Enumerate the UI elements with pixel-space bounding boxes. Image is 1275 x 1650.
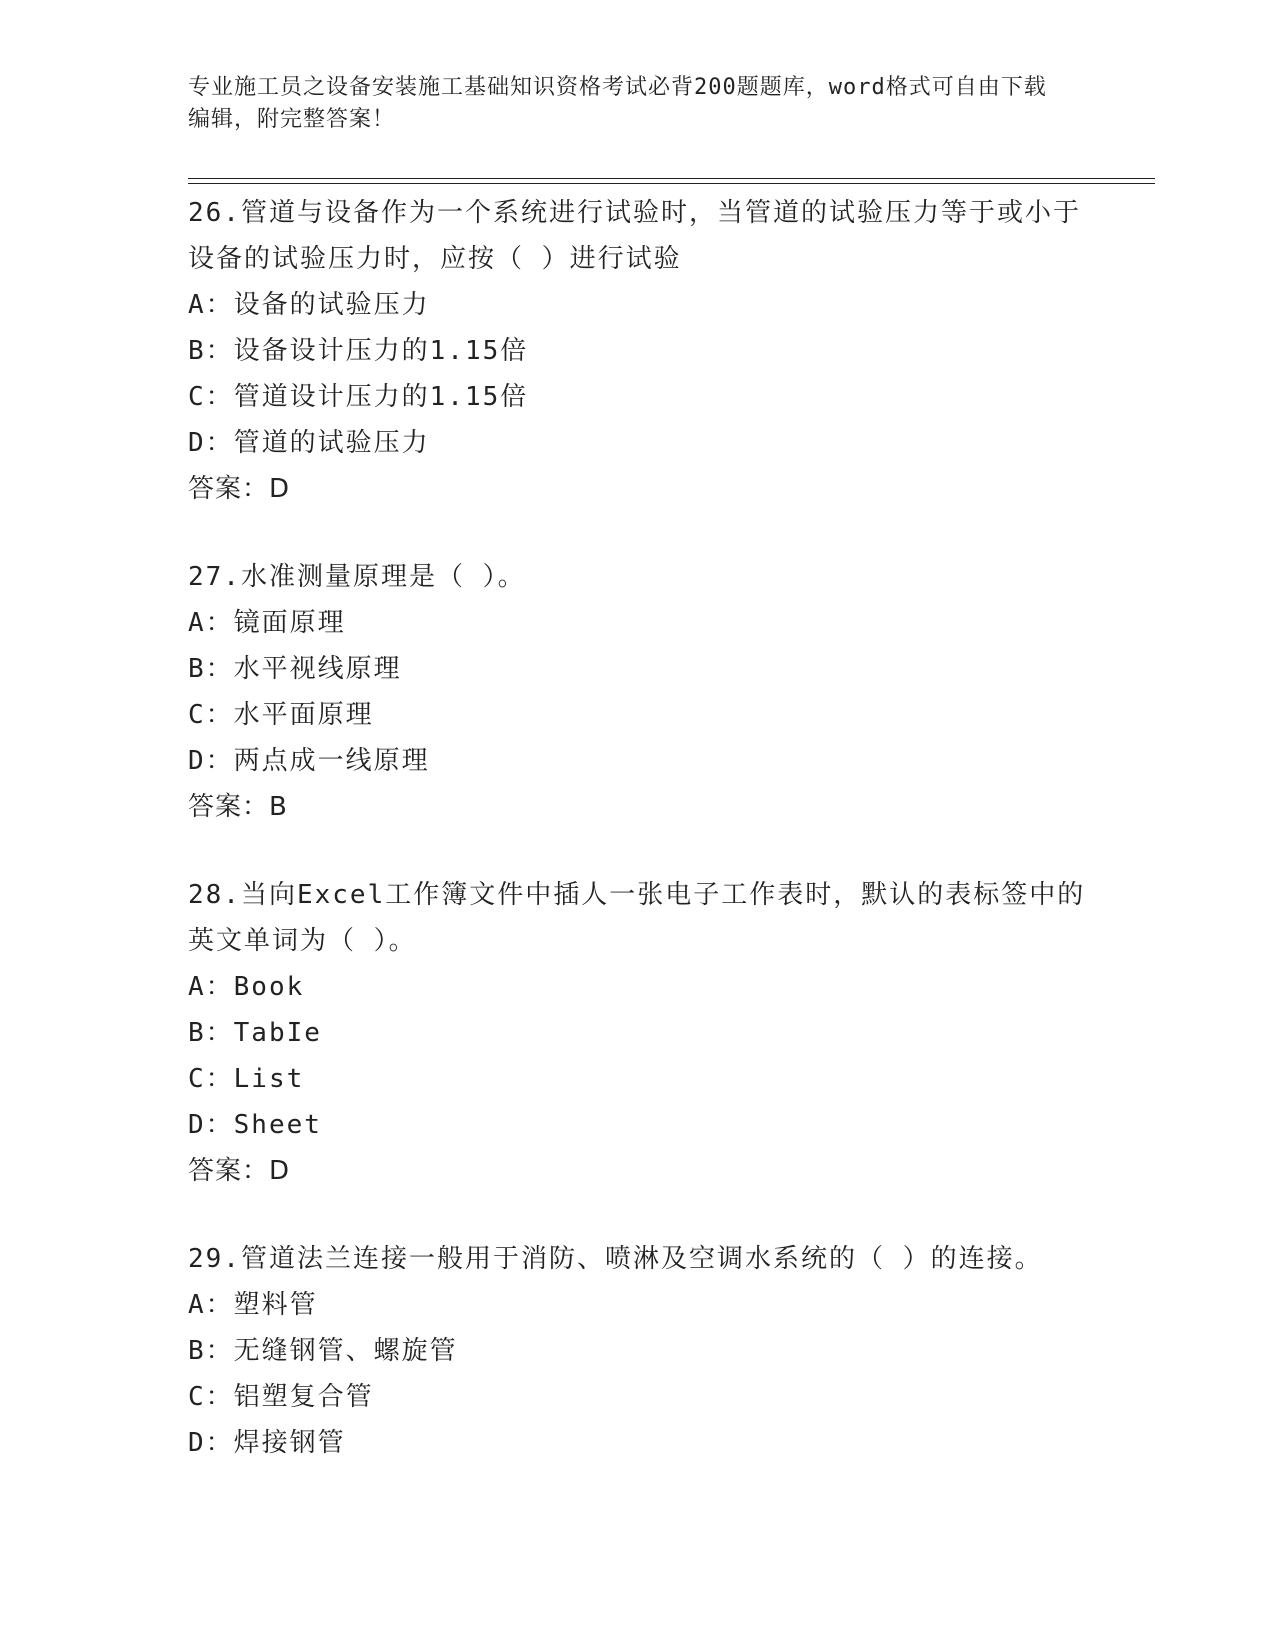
- question-stem: 28.当向Excel工作簿文件中插人一张电子工作表时，默认的表标签中的英文单词为（ ）。: [188, 880, 1086, 956]
- answer: 答案：D: [188, 1156, 291, 1186]
- option-list: [188, 282, 1088, 466]
- option-b: B：无缝钢管、螺旋管: [188, 1336, 458, 1366]
- option-a: A：镜面原理: [188, 608, 346, 638]
- option-a: A：塑料管: [188, 1290, 318, 1320]
- question-26: [188, 190, 1088, 512]
- header-divider-bottom: [188, 183, 1155, 184]
- option-list: [188, 600, 1088, 784]
- question-stem: 29.管道法兰连接一般用于消防、喷淋及空调水系统的（ ）的连接。: [188, 1244, 1043, 1274]
- question-stem: 27.水准测量原理是（ ）。: [188, 562, 526, 592]
- document-header: 专业施工员之设备安装施工基础知识资格考试必背200题题库，word格式可自由下载编辑，附完整答案！: [188, 75, 1047, 132]
- option-d: D：两点成一线原理: [188, 746, 430, 776]
- option-c: C：管道设计压力的1.15倍: [188, 382, 529, 412]
- question-stem: 26.管道与设备作为一个系统进行试验时，当管道的试验压力等于或小于设备的试验压力时，应按（ ）进行试验: [188, 198, 1081, 274]
- option-list: [188, 964, 1088, 1148]
- option-d: D：焊接钢管: [188, 1428, 346, 1458]
- option-a: A：设备的试验压力: [188, 290, 430, 320]
- option-d: D：管道的试验压力: [188, 428, 430, 458]
- option-b: B：水平视线原理: [188, 654, 402, 684]
- option-b: B：设备设计压力的1.15倍: [188, 336, 529, 366]
- option-c: C：水平面原理: [188, 700, 374, 730]
- answer: 答案：B: [188, 792, 288, 822]
- option-c: C：List: [188, 1064, 305, 1094]
- option-b: B：TabIe: [188, 1018, 322, 1048]
- header-divider-top: [188, 178, 1155, 179]
- option-a: A：Book: [188, 972, 305, 1002]
- question-list: [188, 190, 1088, 1508]
- question-29: [188, 1236, 1088, 1466]
- option-c: C：铝塑复合管: [188, 1382, 374, 1412]
- option-list: [188, 1282, 1088, 1466]
- answer: 答案：D: [188, 474, 291, 504]
- question-28: [188, 872, 1088, 1194]
- question-27: [188, 554, 1088, 830]
- option-d: D：Sheet: [188, 1110, 322, 1140]
